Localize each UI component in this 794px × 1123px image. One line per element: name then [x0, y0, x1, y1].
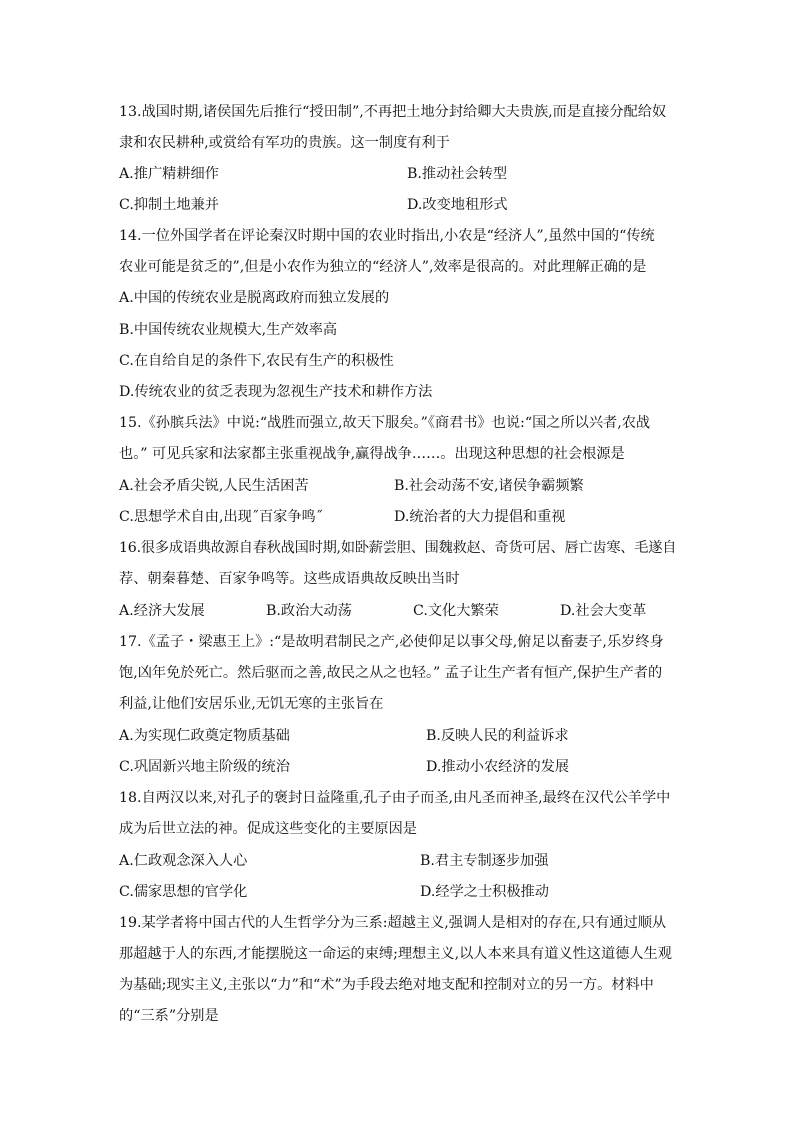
q15-option-a: A.社会矛盾尖锐,人民生活困苦	[119, 478, 309, 494]
q14-option-d: D.传统农业的贫乏表现为忽视生产技术和耕作方法	[119, 384, 433, 400]
q14-stem-line-1: 14.一位外国学者在评论秦汉时期中国的农业时指出,小农是“经济人”,虽然中国的“传统	[119, 228, 655, 244]
q16-stem-line-2: 荐、朝秦暮楚、百家争鸣等。这些成语典故反映出当时	[119, 571, 460, 587]
q13-option-b: B.推动社会转型	[407, 166, 508, 182]
q17-stem-line-3: 利益,让他们安居乐业,无饥无寒的主张旨在	[119, 696, 384, 712]
q17-option-c: C.巩固新兴地主阶级的统治	[119, 759, 290, 775]
q18-stem-line-2: 成为后世立法的神。促成这些变化的主要原因是	[119, 821, 417, 837]
q14-option-a: A.中国的传统农业是脱离政府而独立发展的	[119, 290, 390, 306]
q19-stem-line-4: 的“三系”分别是	[119, 1008, 219, 1024]
q16-option-a: A.经济大发展	[119, 603, 205, 619]
q16-option-b: B.政治大动荡	[266, 603, 352, 619]
q19-stem-line-1: 19.某学者将中国古代的人生哲学分为三系:超越主义,强调人是相对的存在,只有通过顺从	[119, 915, 667, 931]
q18-option-b: B.君主专制逐步加强	[420, 853, 549, 869]
q16-stem-line-1: 16.很多成语典故源自春秋战国时期,如卧薪尝胆、围魏救赵、奇货可居、唇亡齿寒、毛遂自	[119, 540, 677, 556]
q17-stem-line-1: 17.《孟子・梁惠王上》:“是故明君制民之产,必使仰足以事父母,俯足以畜妻子,乐岁终身	[119, 634, 664, 650]
q18-option-d: D.经学之士积极推动	[420, 884, 549, 900]
q18-option-c: C.儒家思想的官学化	[119, 884, 248, 900]
q13-option-d: D.改变地租形式	[407, 197, 508, 213]
q13-option-a: A.推广精耕细作	[119, 166, 219, 182]
q13-option-c: C.抑制土地兼并	[119, 197, 219, 213]
q17-option-a: A.为实现仁政奠定物质基础	[119, 728, 290, 744]
q17-option-b: B.反映人民的利益诉求	[426, 728, 569, 744]
q16-option-c: C.文化大繁荣	[413, 603, 499, 619]
q18-stem-line-1: 18.自两汉以来,对孔子的褒封日益隆重,孔子由子而圣,由凡圣而神圣,最终在汉代公羊学中	[119, 790, 671, 806]
q17-stem-line-2: 饱,凶年免於死亡。然后驱而之善,故民之从之也轻。” 孟子让生产者有恒产,保护生产者的	[119, 665, 663, 681]
q14-stem-line-2: 农业可能是贫乏的”,但是小农作为独立的“经济人”,效率是很高的。对此理解正确的是	[119, 259, 647, 275]
q15-option-c: C.思想学术自由,出现˝百家争鸣˝	[119, 509, 323, 525]
q15-option-d: D.统治者的大力提倡和重视	[394, 509, 566, 525]
q13-stem-line-2: 隶和农民耕种,或赏给有军功的贵族。这一制度有利于	[119, 135, 450, 151]
q15-option-b: B.社会动荡不安,诸侯争霸频繁	[394, 478, 584, 494]
q15-stem-line-2: 也。” 可见兵家和法家都主张重视战争,赢得战争……。出现这种思想的社会根源是	[119, 446, 625, 462]
q18-option-a: A.仁政观念深入人心	[119, 853, 248, 869]
q19-stem-line-3: 为基础;现实主义,主张以“力”和“术”为手段去绝对地支配和控制对立的另一方。材料中	[119, 977, 654, 993]
q13-stem-line-1: 13.战国时期,诸侯国先后推行“授田制”,不再把土地分封给卿大夫贵族,而是直接分配给奴	[119, 104, 667, 120]
q14-option-b: B.中国传统农业规模大,生产效率高	[119, 322, 338, 338]
q14-option-c: C.在自给自足的条件下,农民有生产的积极性	[119, 353, 394, 369]
q15-stem-line-1: 15.《孙膑兵法》中说:“战胜而强立,故天下服矣。”《商君书》也说:“国之所以兴者,农战	[119, 415, 651, 431]
q16-option-d: D.社会大变革	[560, 603, 647, 619]
q19-stem-line-2: 那超越于人的东西,才能摆脱这一命运的束缚;理想主义,以人本来具有道义性这道德人生观	[119, 946, 672, 962]
q17-option-d: D.推动小农经济的发展	[426, 759, 570, 775]
